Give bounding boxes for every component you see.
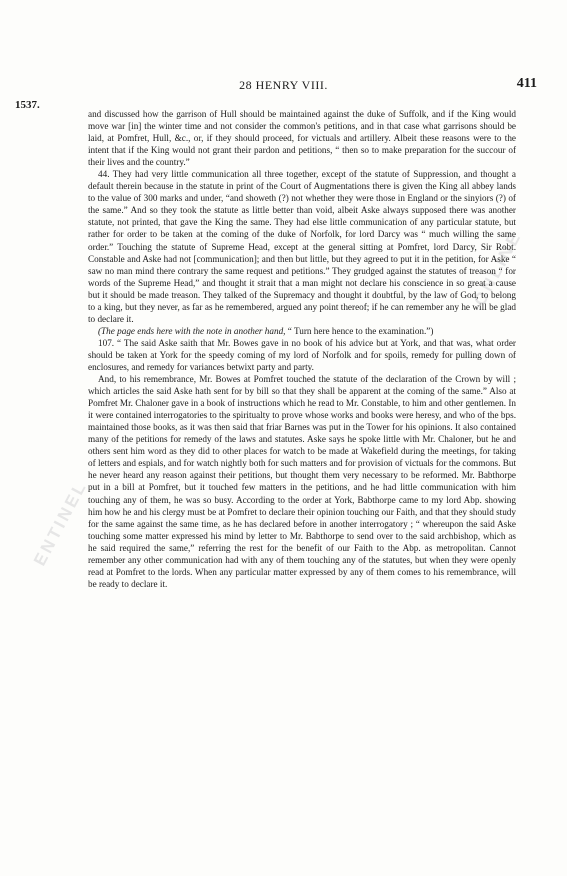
margin-year: 1537.: [15, 99, 40, 111]
paragraph-44: 44. They had very little communication all three together, except of the statute of Suppression, and thought a default therein because in the statute in print of the Court of Augmentations there is given the King all abbey lands to the value of 300 marks and under, “and showeth (?) not whether they were those in England or the sinyiors (?) of the same.” And so they took the statute as little better than void, albeit Aske always supposed there was another statute, not printed, that gave the King the same. They had else little communication of any particular statute, but rather for order to be taken at the coming of the duke of Norfolk, for lord Darcy was “ much willing the same order.” Touching the statute of Supreme Head, except at the general sitting at Pomfret, lord Darcy, Sir Robt. Constable and Aske had not [communication]; and then but little, but they agreed to put it in the petition, for Aske “ saw no man mind there contrary the same request and petitions.” They grudged against the statutes of treason “ for words of the Supreme Head,” and thought it strait that a man might not declare his conscience in so great a cause but it should be made treason. They talked of the Supremacy and thought it doubtful, by the law of God, to belong to a king, but they never, as far as he remembered, argued any point thereof; if he can remember any he will be glad to declare it.: [88, 169, 516, 324]
editorial-note-italic: (The page ends here with the note in another hand,: [98, 325, 286, 336]
body-text: [88, 108, 516, 590]
watermark-right: ONLINE: [470, 227, 526, 309]
editorial-note: [88, 325, 516, 337]
paragraph-107: 107. “ The said Aske saith that Mr. Bowes gave in no book of his advice but at York, and that was, what order should be taken at York for the speedy coming of my lord of Norfolk and for spoils, remedy for pulling down of enclosures, and remedy for variances betwixt party and party.: [88, 337, 516, 372]
editorial-note-rest: “ Turn here hence to the examination.”): [285, 325, 434, 336]
running-header-title: 28 HENRY VIII.: [239, 78, 328, 92]
page-number: 411: [516, 76, 537, 91]
paragraph-continued: and discussed how the garrison of Hull should be maintained against the duke of Suffolk, and if the King would move war [in] the winter time and not consider the common's petitions, and in that case what garrisons should be laid, at Pomfret, Hull, &c., or, if they should proceed, for victuals and artillery. Albeit these reasons were to the intent that if the King would not grant their pardon and petitions, “ then so to make preparation for the succour of their lives and the country.”: [88, 109, 516, 168]
watermark-left: ENTINEL: [30, 477, 91, 569]
paragraph-remembrance: And, to his remembrance, Mr. Bowes at Pomfret touched the statute of the declaration of the Crown by will ; which articles the said Aske hath sent for by bill so that they shall be apparent at the coming of the same.” Also at Pomfret Mr. Chaloner gave in a book of instructions which he read to Mr. Constable, to him and other gentlemen. In it were contained interrogatories to the spiritualty to prove whose works and books were heresy, and who of the bps. maintained those books, as it was then said that friar Barnes was put in the Tower for his opinions. It also contained many of the petitions for remedy of the laws and statutes. Aske says he spoke little with Mr. Chaloner, but he and others sent him word as they did to other places for watch to be made at Wakefield during the meetings, for taking of letters and espials, and for watch nightly both for such matters and for provision of victuals for the commons. But he never heard any reason against their petitions, but thought them very necessary to be reformed. Mr. Babthorpe put in a bill at Pomfret, but it touched few matters in the petitions, and he had little communication with him touching any of them, he was so busy. According to the order at York, Babthorpe came to my lord Abp. showing him how he and his clergy must be at Pomfret to declare their opinion touching our Faith, and that they should study for the same against the same time, as he has declared before in another interrogatory ; “ whereupon the said Aske touching some matter expressed his mind by letter to Mr. Babthorpe to send over to the said archbishop, which as he said required the same,” referring the rest for the benefit of our Faith to the Abp. as metropolitan. Cannot remember any other communication had with any of them touching any of the statutes, but when they were openly read at Pomfret to the lords. When any particular matter expressed by any of them comes to his remembrance, will be ready to declare it.: [88, 374, 516, 589]
